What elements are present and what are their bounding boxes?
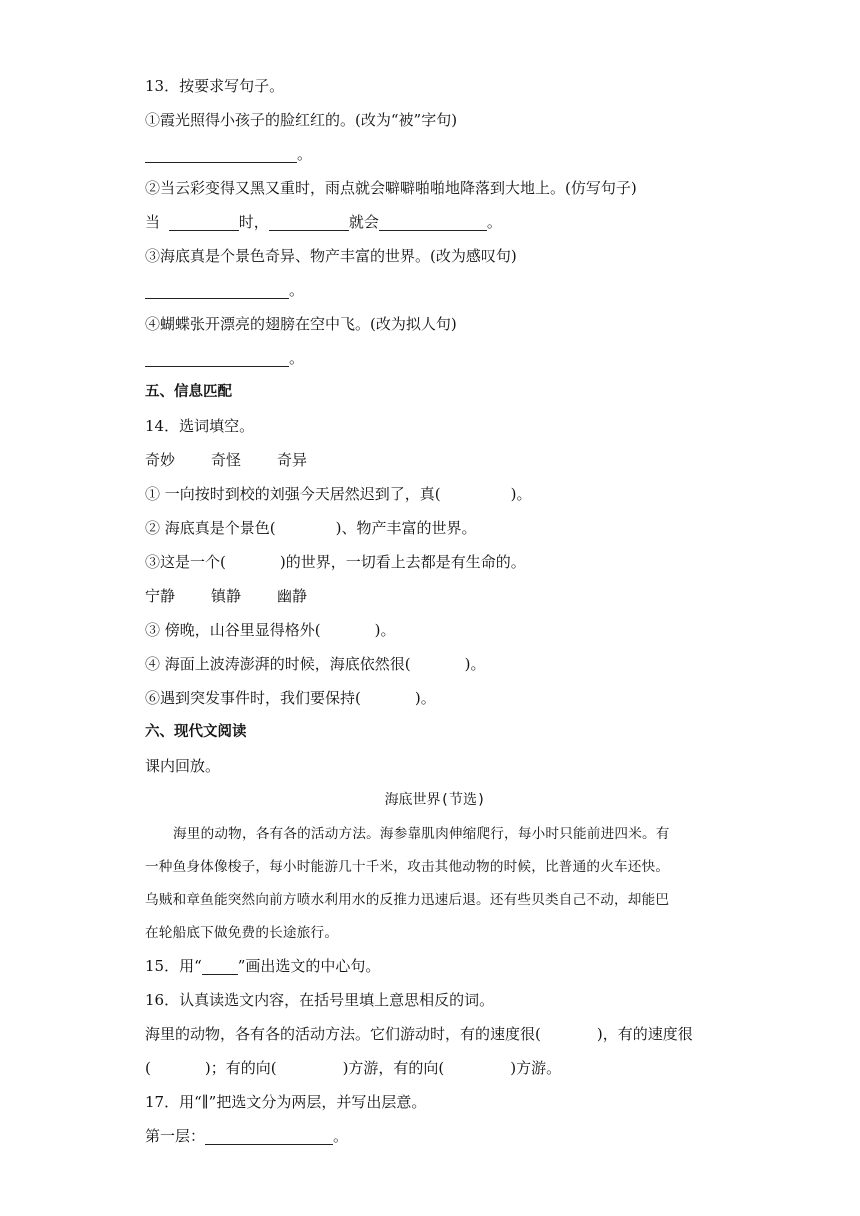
sentence-text: ⑥遇到突发事件时，我们要保持( bbox=[145, 689, 361, 707]
sentence-text: ④ 海面上波涛澎湃的时候，海底依然很( bbox=[145, 655, 411, 673]
pattern-part-d: 。 bbox=[486, 213, 502, 231]
question-text: 海里的动物，各有各的活动方法。它们游动时，有的速度很( bbox=[145, 1025, 541, 1043]
q14-sentence-6 bbox=[145, 684, 725, 718]
answer-blank[interactable] bbox=[145, 348, 289, 367]
answer-blank[interactable] bbox=[145, 280, 289, 299]
question-text: )，有的速度很 bbox=[596, 1025, 693, 1043]
answer-blank[interactable] bbox=[205, 1126, 333, 1145]
q13-item-1: ①霞光照得小孩子的脸红红的。(改为“被”字句) bbox=[145, 111, 458, 129]
worksheet-page bbox=[145, 72, 725, 1156]
section-5-heading: 五、信息匹配 bbox=[145, 384, 232, 400]
q14-word-bank-1 bbox=[145, 446, 725, 480]
sentence-text: ③这是一个( bbox=[145, 553, 226, 571]
q13-title: 13．按要求写句子。 bbox=[145, 77, 285, 95]
word-option: 奇异 bbox=[277, 451, 308, 469]
pattern-part-a: 当 bbox=[145, 213, 161, 231]
passage-title: 海底世界(节选) bbox=[384, 792, 486, 808]
reading-passage bbox=[145, 820, 725, 952]
reading-intro: 课内回放。 bbox=[145, 757, 221, 775]
answer-blank[interactable] bbox=[269, 212, 349, 231]
q14-sentence-2 bbox=[145, 514, 725, 548]
question-text: )方游，有的向( bbox=[342, 1059, 445, 1077]
q17-title: 17．用“∥”把选文分为两层，并写出层意。 bbox=[145, 1093, 427, 1111]
passage-line: 乌贼和章鱼能突然向前方喷水利用水的反推力迅速后退。还有些贝类自己不动，却能巴 bbox=[145, 892, 670, 908]
pattern-part-b: 时， bbox=[238, 213, 269, 231]
q14-sentence-1 bbox=[145, 480, 725, 514]
underline-sample bbox=[202, 956, 238, 975]
question-text: )；有的向( bbox=[204, 1059, 277, 1077]
q16-line-1 bbox=[145, 1020, 725, 1054]
q13-pattern bbox=[145, 208, 725, 242]
sentence-text: )。 bbox=[374, 621, 396, 639]
q13-answer-4 bbox=[145, 344, 725, 378]
q14-sentence-3 bbox=[145, 548, 725, 582]
passage-line: 一种鱼身体像梭子，每小时能游几十千米，攻击其他动物的时候，比普通的火车还快。 bbox=[145, 859, 670, 875]
q16-line-2 bbox=[145, 1054, 725, 1088]
passage-line: 在轮船底下做免费的长途旅行。 bbox=[145, 925, 339, 941]
passage-line: 海里的动物，各有各的活动方法。海参靠肌肉伸缩爬行，每小时只能前进四米。有 bbox=[173, 826, 670, 842]
sentence-text: ③ 傍晚，山谷里显得格外( bbox=[145, 621, 321, 639]
q13-answer-3 bbox=[145, 276, 725, 310]
answer-blank[interactable] bbox=[169, 212, 239, 231]
sentence-text: ① 一向按时到校的刘强今天居然迟到了，真( bbox=[145, 485, 441, 503]
word-option: 宁静 bbox=[145, 587, 176, 605]
sentence-text: )。 bbox=[414, 689, 436, 707]
q16-title: 16．认真读选文内容，在括号里填上意思相反的词。 bbox=[145, 991, 495, 1009]
q14-title: 14．选词填空。 bbox=[145, 417, 255, 435]
q13-item-3: ③海底真是个景色奇异、物产丰富的世界。(改为感叹句) bbox=[145, 247, 517, 265]
q14-sentence-5 bbox=[145, 650, 725, 684]
sentence-text: )。 bbox=[464, 655, 486, 673]
answer-end: 。 bbox=[289, 281, 305, 299]
word-option: 幽静 bbox=[277, 587, 308, 605]
q13-item-4: ④蝴蝶张开漂亮的翅膀在空中飞。(改为拟人句) bbox=[145, 315, 457, 333]
pattern-part-c: 就会 bbox=[348, 213, 379, 231]
sentence-text: )的世界，一切看上去都是有生命的。 bbox=[279, 553, 526, 571]
question-text: ( bbox=[145, 1059, 151, 1077]
q13-answer-1 bbox=[145, 140, 725, 174]
section-6-heading: 六、现代文阅读 bbox=[145, 724, 247, 740]
q17-layer-1 bbox=[145, 1122, 725, 1156]
sentence-text: )、物产丰富的世界。 bbox=[335, 519, 477, 537]
word-option: 镇静 bbox=[211, 587, 242, 605]
answer-end: 。 bbox=[289, 349, 305, 367]
word-option: 奇妙 bbox=[145, 451, 176, 469]
sentence-text: )。 bbox=[510, 485, 532, 503]
answer-blank[interactable] bbox=[379, 212, 487, 231]
q14-sentence-4 bbox=[145, 616, 725, 650]
sentence-text: ② 海底真是个景色( bbox=[145, 519, 276, 537]
q13-item-2: ②当云彩变得又黑又重时，雨点就会噼噼啪啪地降落到大地上。(仿写句子) bbox=[145, 179, 637, 197]
word-option: 奇怪 bbox=[211, 451, 242, 469]
question-text: )方游。 bbox=[510, 1059, 562, 1077]
question-text: 第一层： bbox=[145, 1127, 206, 1145]
answer-end: 。 bbox=[333, 1127, 349, 1145]
q15 bbox=[145, 952, 725, 986]
q14-word-bank-2 bbox=[145, 582, 725, 616]
answer-blank[interactable] bbox=[145, 144, 297, 163]
question-text: 15．用“ bbox=[145, 957, 202, 975]
answer-end: 。 bbox=[297, 145, 313, 163]
question-text: ”画出选文的中心句。 bbox=[237, 957, 381, 975]
